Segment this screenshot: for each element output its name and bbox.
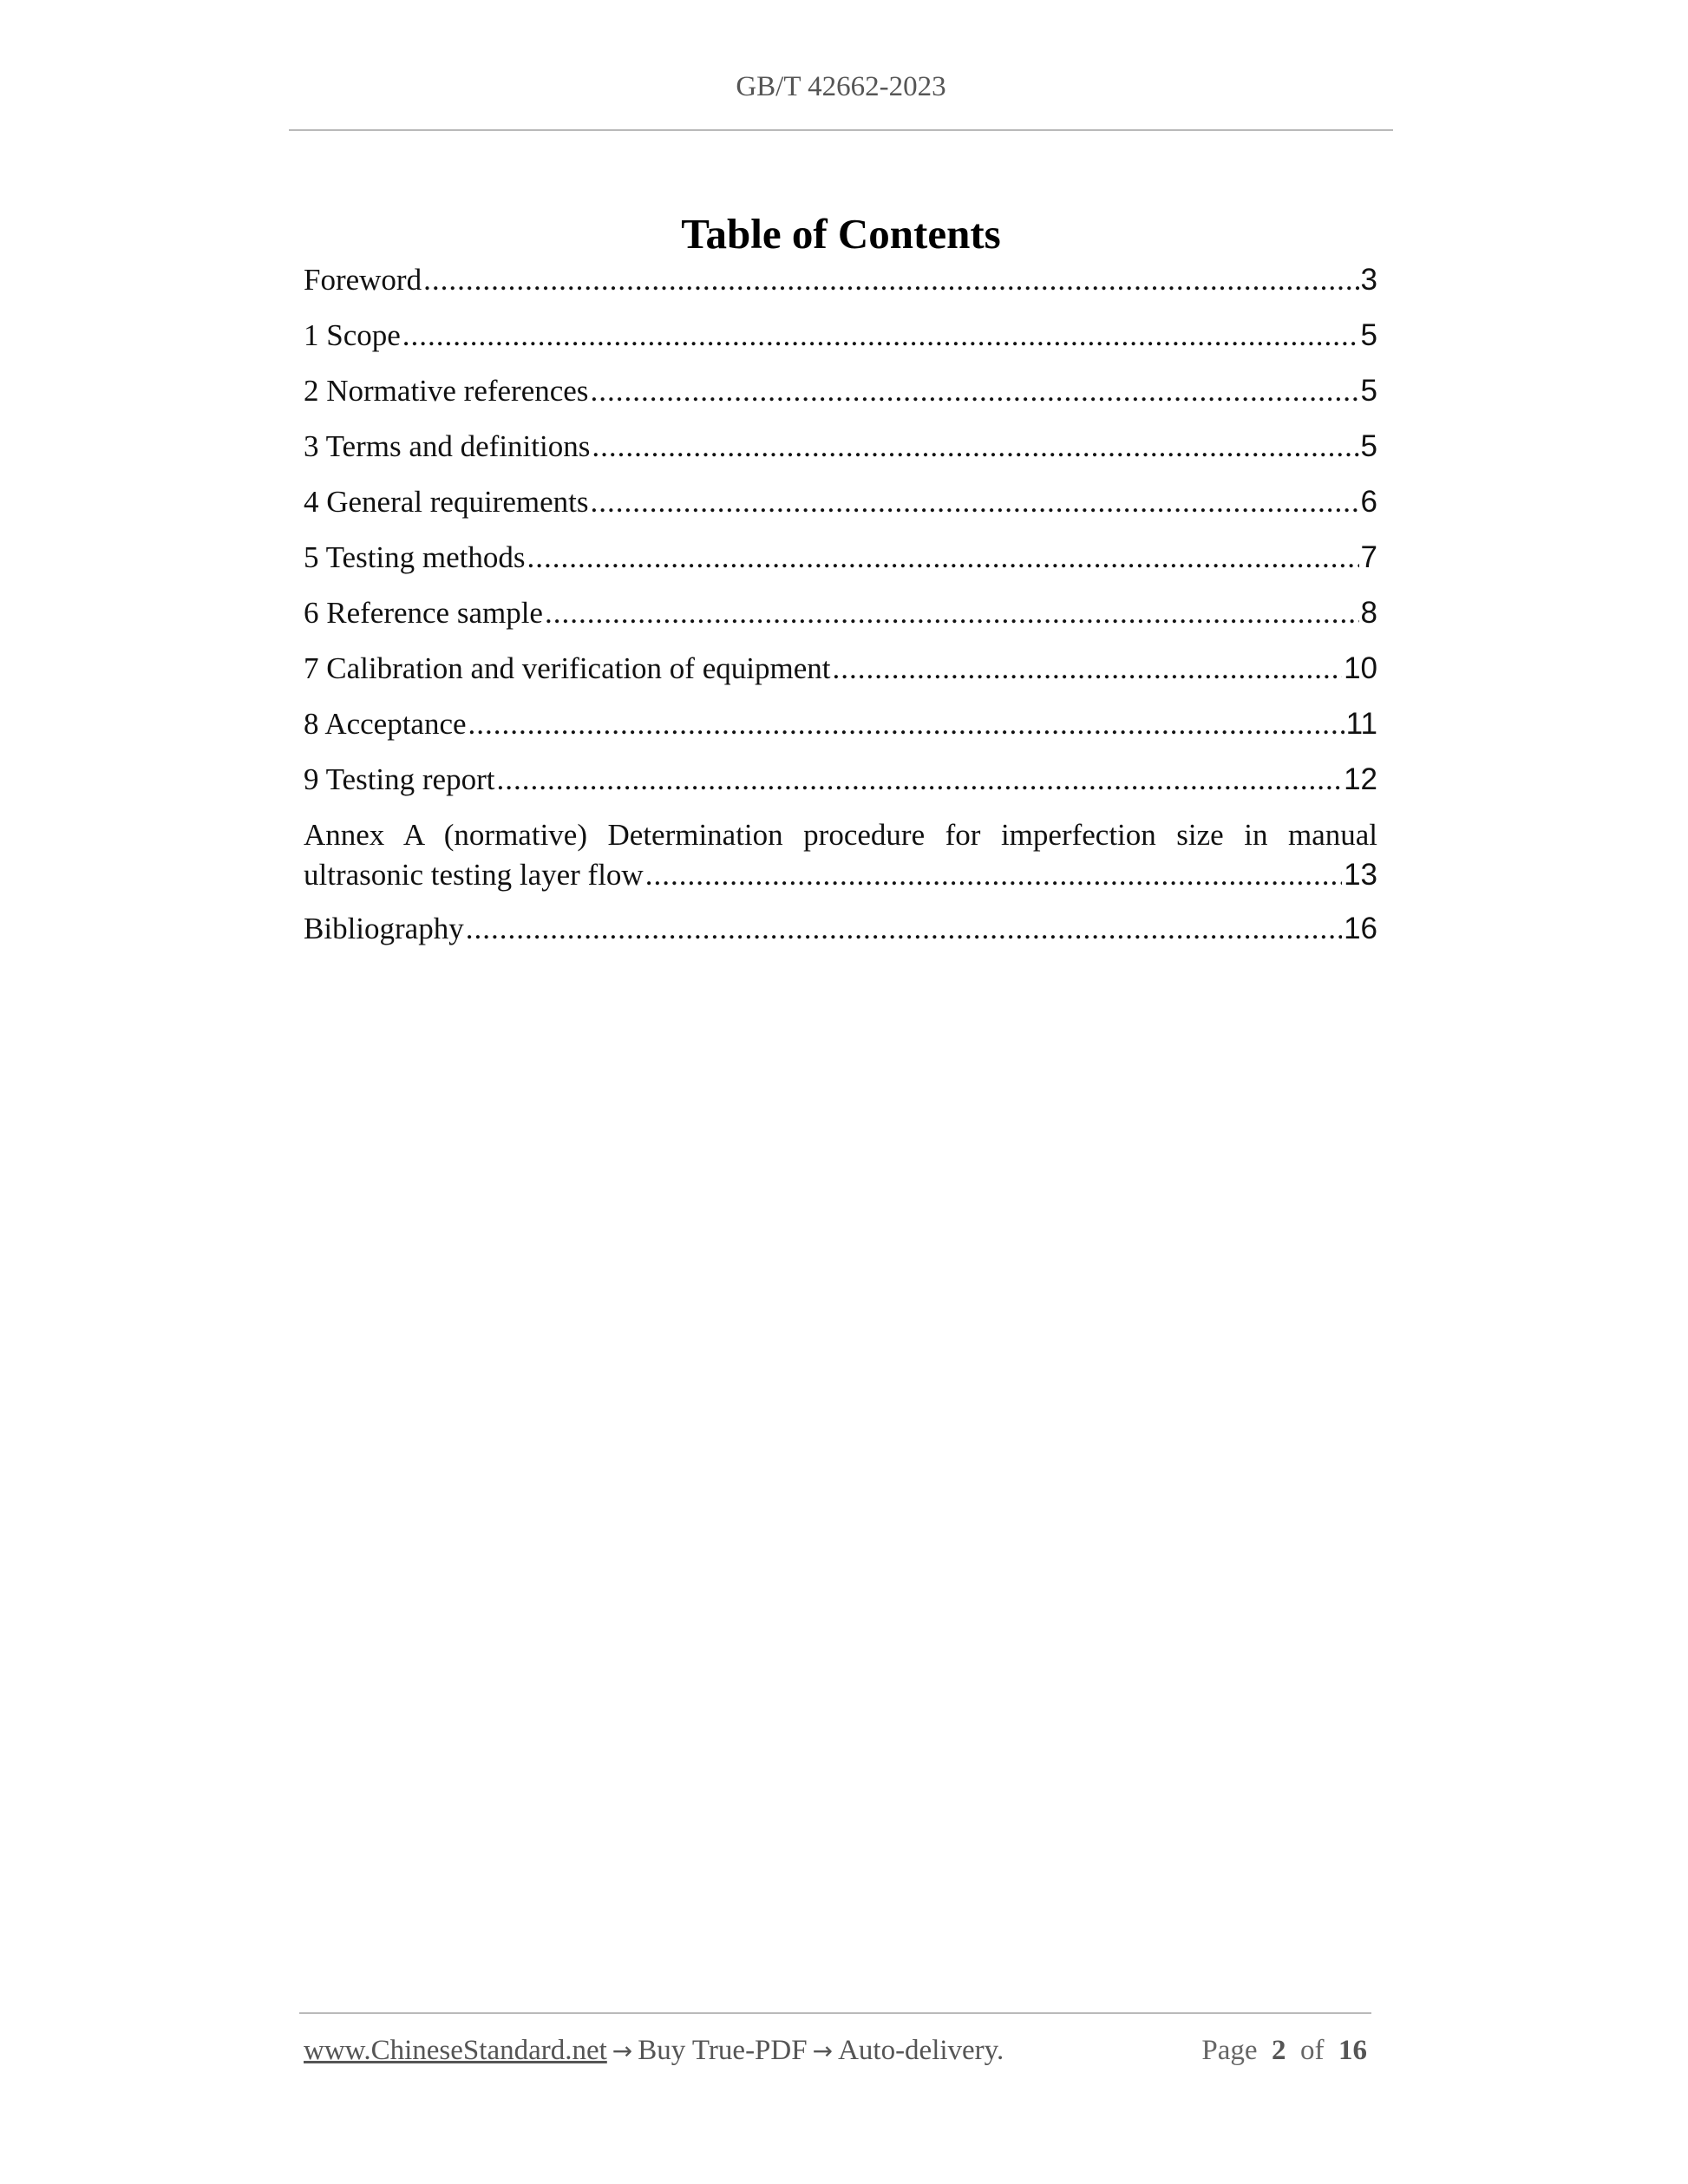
page-header-standard-code: GB/T 42662-2023 (736, 71, 946, 102)
toc-entry-acceptance[interactable] (304, 704, 1377, 744)
toc-entry-general-requirements[interactable] (304, 482, 1377, 522)
toc-entry-normative-references[interactable] (304, 371, 1377, 411)
toc-entry-text-line2: ultrasonic testing layer flow (304, 858, 644, 892)
header-divider (289, 129, 1393, 131)
toc-title: Table of Contents (681, 209, 1001, 258)
dot-leader (527, 538, 1359, 578)
toc-entry-reference-sample[interactable] (304, 593, 1377, 633)
toc-page-number: 5 (1360, 429, 1377, 463)
toc-page-number: 12 (1344, 762, 1377, 796)
toc-entry-calibration-verification[interactable] (304, 649, 1377, 689)
toc-entry-text: 8 Acceptance (304, 707, 467, 741)
toc-entry-text: Bibliography (304, 912, 464, 945)
toc-page-number: 16 (1344, 912, 1377, 945)
toc-page-number: 8 (1360, 596, 1377, 630)
page-label: Page (1201, 2035, 1258, 2066)
dot-leader (592, 427, 1358, 467)
toc-entry-text: 6 Reference sample (304, 596, 543, 630)
toc-entry-text: 4 General requirements (304, 485, 589, 519)
dot-leader (590, 371, 1358, 411)
toc-entry-testing-report[interactable] (304, 760, 1377, 800)
dot-leader (545, 593, 1359, 633)
table-of-contents (304, 260, 1377, 964)
toc-entry-bibliography[interactable] (304, 909, 1377, 949)
toc-entry-text-line1: Annex A (normative) Determination procedure for imperfection size in manual (304, 818, 1377, 852)
toc-page-number: 6 (1360, 485, 1377, 519)
dot-leader (590, 482, 1358, 522)
toc-entry-foreword[interactable] (304, 260, 1377, 300)
footer-promo (304, 2032, 1004, 2070)
dot-leader (468, 704, 1345, 744)
toc-entry-scope[interactable] (304, 316, 1377, 356)
toc-page-number: 13 (1344, 858, 1377, 892)
toc-entry-text: 2 Normative references (304, 374, 589, 408)
toc-page-number: 10 (1344, 651, 1377, 685)
toc-page-number: 7 (1360, 540, 1377, 574)
dot-leader (466, 909, 1342, 949)
toc-entry-text: 9 Testing report (304, 762, 495, 796)
toc-entry-text: 7 Calibration and verification of equipment (304, 651, 831, 685)
footer-step-delivery: Auto-delivery. (838, 2035, 1004, 2066)
toc-page-number: 3 (1360, 263, 1377, 297)
toc-entry-text: 3 Terms and definitions (304, 429, 591, 463)
toc-page-number: 5 (1360, 374, 1377, 408)
total-pages-number: 16 (1338, 2035, 1367, 2066)
toc-entry-text: Foreword (304, 263, 422, 297)
toc-entry-testing-methods[interactable] (304, 538, 1377, 578)
current-page-number: 2 (1272, 2035, 1286, 2066)
toc-page-number: 11 (1345, 707, 1377, 741)
dot-leader (402, 316, 1359, 356)
toc-page-number: 5 (1360, 318, 1377, 352)
toc-entry-text: 5 Testing methods (304, 540, 526, 574)
site-link[interactable]: www.ChineseStandard.net (304, 2035, 607, 2066)
toc-entry-text: 1 Scope (304, 318, 401, 352)
toc-entry-terms-definitions[interactable] (304, 427, 1377, 467)
dot-leader (423, 260, 1358, 300)
footer-divider (299, 2012, 1371, 2014)
right-arrow-icon: → (812, 2037, 834, 2065)
footer-step-buy: Buy True-PDF (638, 2035, 808, 2066)
of-label: of (1300, 2035, 1325, 2066)
dot-leader (645, 855, 1342, 895)
right-arrow-icon: → (612, 2037, 633, 2065)
dot-leader (496, 760, 1342, 800)
toc-entry-annex-a[interactable] (304, 815, 1377, 895)
dot-leader (832, 649, 1342, 689)
page-indicator (1201, 2032, 1367, 2069)
